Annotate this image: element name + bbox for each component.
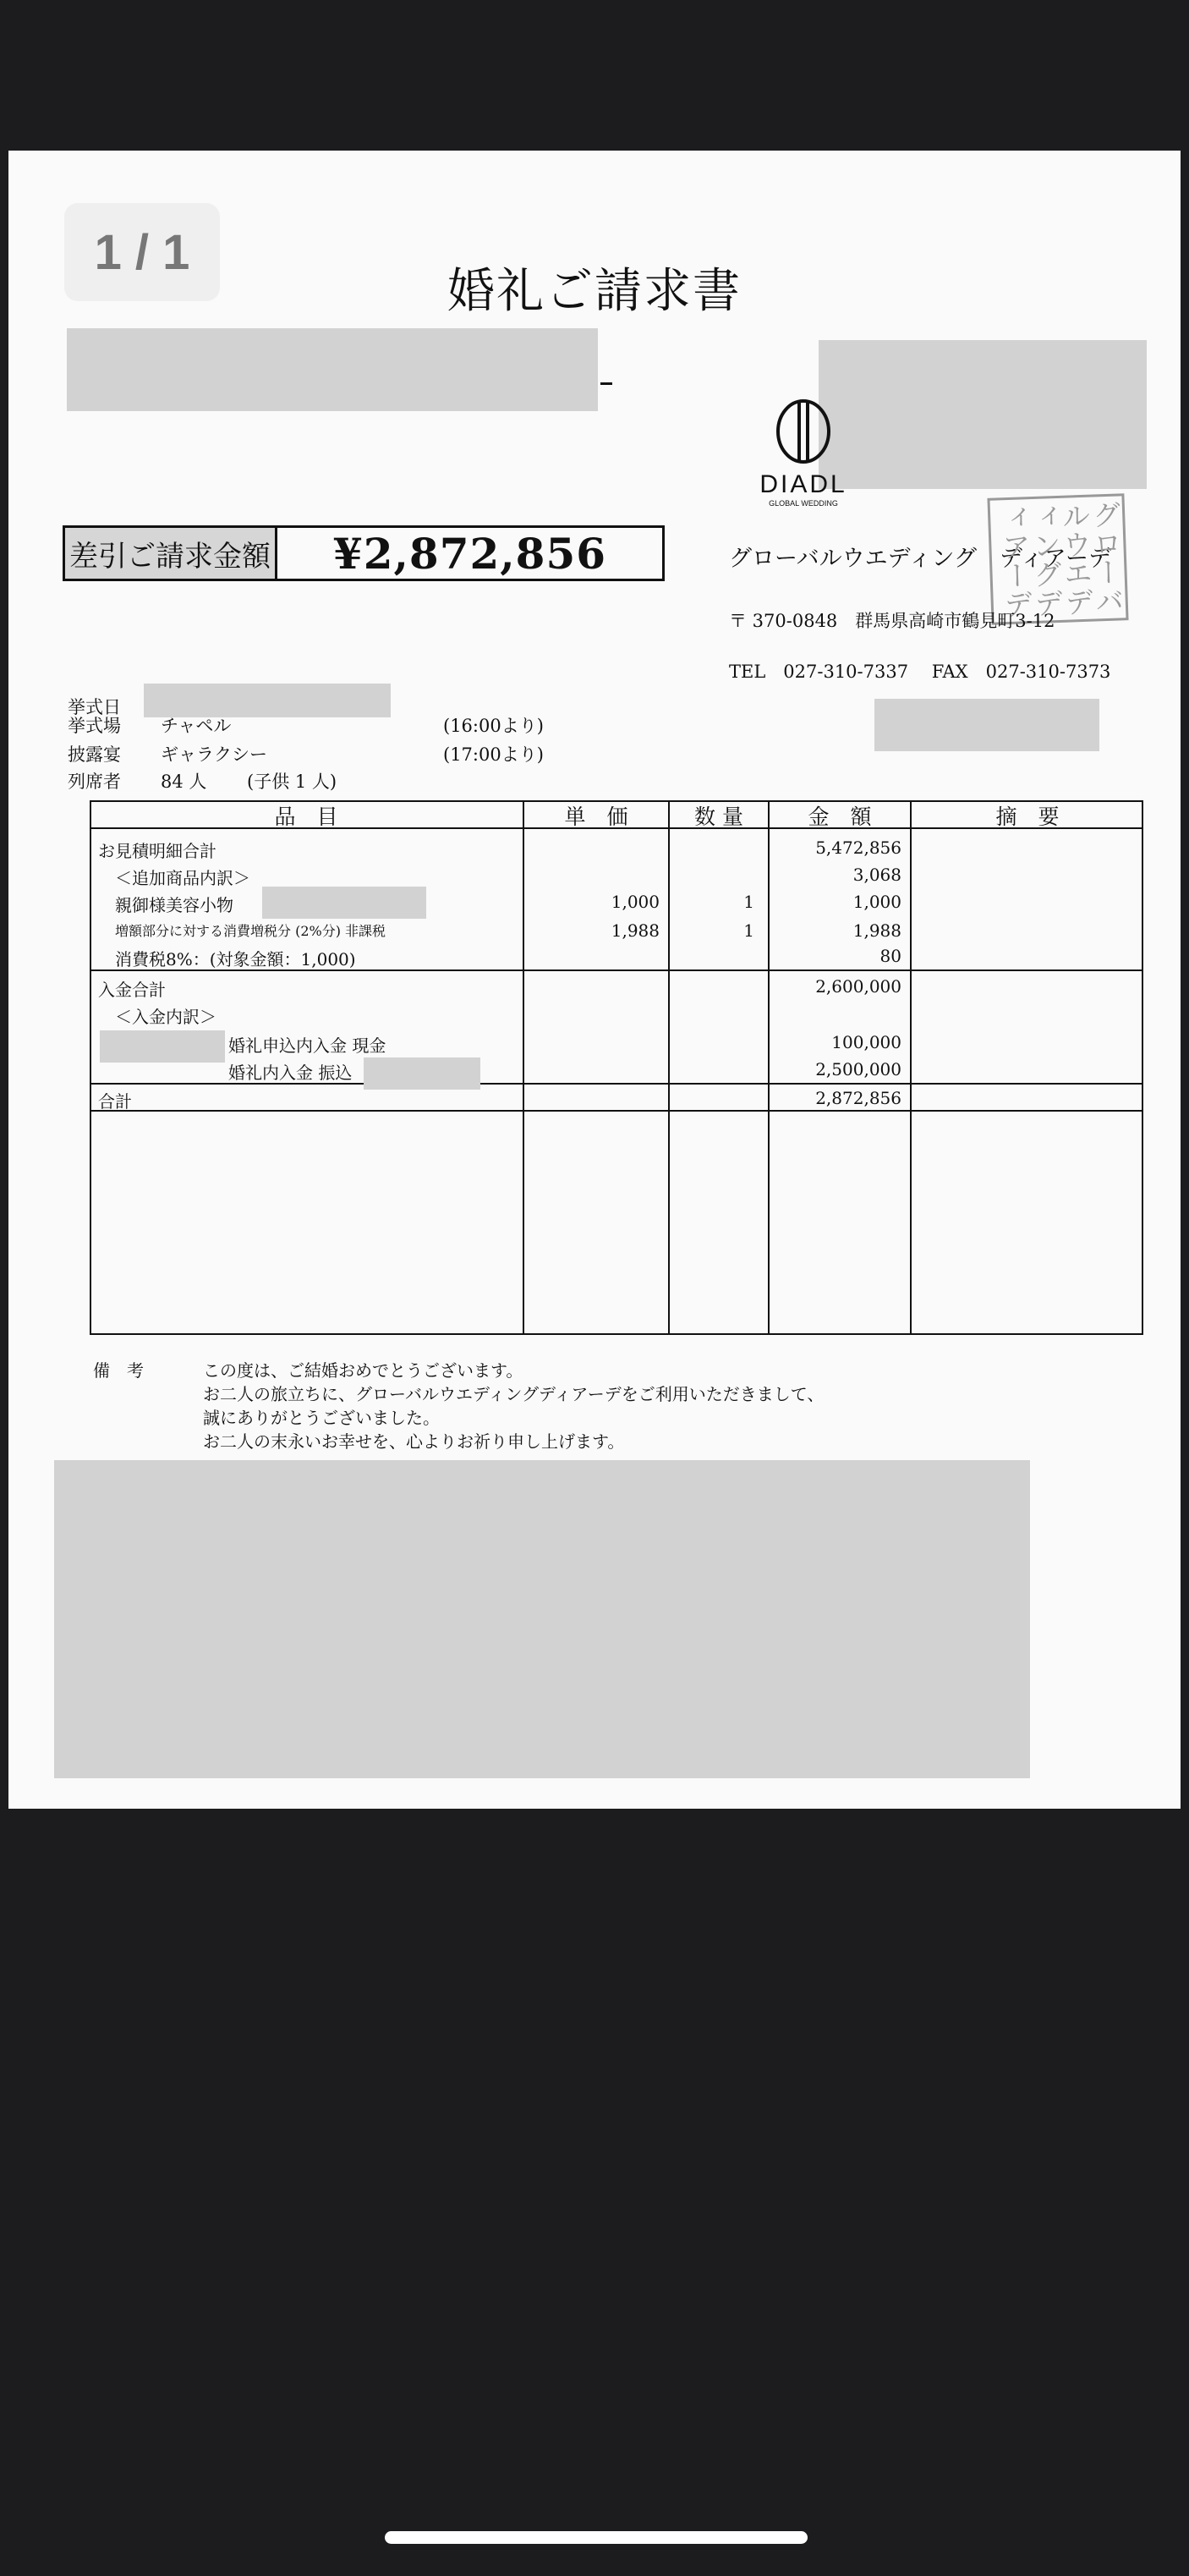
row-amount: 80: [879, 946, 901, 966]
remarks-line: この度は、ご結婚おめでとうございます。: [203, 1360, 523, 1381]
ceremony-day-label: 挙式日: [68, 697, 121, 717]
attendees-label: 列席者: [68, 772, 121, 792]
logo-wordmark: DIADL: [759, 470, 847, 498]
row-item: 消費税8%：(対象金額：1,000): [115, 949, 356, 969]
remarks-line: 誠にありがとうございました。: [203, 1408, 440, 1428]
redacted-footer: [54, 1460, 1030, 1778]
row-qty: 1: [743, 920, 754, 941]
company-name: グローバルウエディング ディアーデ: [729, 546, 1111, 572]
children-count: (子供 1 人): [247, 772, 337, 792]
table-column-line: [910, 800, 912, 1335]
row-item: ＜追加商品内訳＞: [115, 868, 250, 888]
remarks-line: お二人の旅立ちに、グローバルウエディングディアーデをご利用いただきまして、: [203, 1384, 825, 1404]
home-indicator[interactable]: [385, 2531, 808, 2544]
row-amount: 2,600,000: [815, 976, 901, 997]
row-item: 増額部分に対する消費増税分 (2%分) 非課税: [115, 923, 386, 939]
row-amount: 1,988: [852, 920, 901, 941]
remarks-body: [203, 1359, 824, 1453]
recipient-underline: [600, 382, 612, 385]
row-amount: 100,000: [831, 1032, 901, 1052]
total-amount: 2,872,856: [815, 1088, 901, 1108]
redacted-company-block: [819, 340, 1147, 489]
company-phone-fax: TEL 027-310-7337 FAX 027-310-7373: [729, 662, 1111, 682]
table-column-line: [668, 800, 670, 1335]
diadl-logo-icon: [774, 398, 833, 465]
invoice-title: 婚礼ご請求書: [447, 264, 742, 319]
remarks-line: お二人の末永いお幸せを、心よりお祈り申し上げます。: [203, 1431, 625, 1452]
row-amount: 1,000: [852, 892, 901, 912]
header-remarks: 摘 要: [995, 805, 1060, 829]
redacted-payer: [100, 1030, 225, 1063]
company-logo: [753, 398, 854, 508]
row-item: 親御様美容小物: [115, 895, 233, 915]
reception-label: 披露宴: [68, 744, 121, 765]
ceremony-venue-label: 挙式場: [68, 716, 121, 736]
row-item: 婚礼内入金 振込: [228, 1063, 353, 1083]
row-qty: 1: [743, 892, 754, 912]
row-item: 婚礼申込内入金 現金: [228, 1035, 386, 1056]
row-amount: 2,500,000: [815, 1059, 901, 1079]
redacted-item: [262, 887, 426, 919]
row-item: お見積明細合計: [98, 841, 216, 861]
header-amount: 金 額: [808, 805, 872, 829]
billing-amount-value: ¥2,872,856: [332, 528, 607, 579]
redacted-recipient: [67, 328, 598, 411]
ceremony-venue: チャペル: [161, 716, 232, 736]
row-amount: 3,068: [852, 865, 901, 885]
header-unit-price: 単 価: [564, 805, 628, 829]
company-seal: グローバルウエディングディアーデ: [987, 493, 1128, 625]
page-indicator: 1 / 1: [64, 203, 220, 301]
table-column-line: [523, 800, 524, 1335]
table-total-line: [90, 1110, 1143, 1112]
invoice-document: [8, 151, 1181, 1809]
reception-venue: ギャラクシー: [161, 744, 267, 765]
billing-amount-label: 差引ご請求金額: [65, 528, 277, 579]
company-address: 〒 370-0848 群馬県高崎市鶴見町3-12: [729, 611, 1055, 631]
header-item: 品 目: [274, 805, 338, 829]
reception-time: (17:00より): [443, 744, 544, 765]
total-label: 合計: [98, 1091, 132, 1112]
row-amount: 5,472,856: [815, 838, 901, 858]
remarks-label: 備 考: [93, 1360, 144, 1381]
row-item: 入金合計: [98, 980, 166, 1000]
logo-subtitle: GLOBAL WEDDING: [769, 499, 838, 508]
ceremony-time: (16:00より): [443, 716, 544, 736]
redacted-info: [874, 699, 1099, 751]
attendees-count: 84 人: [161, 772, 207, 792]
redacted-transfer: [364, 1057, 480, 1090]
row-price: 1,988: [611, 920, 660, 941]
billing-amount-box: [63, 525, 665, 581]
row-item: ＜入金内訳＞: [115, 1007, 216, 1027]
header-quantity: 数 量: [694, 805, 743, 829]
row-price: 1,000: [611, 892, 660, 912]
